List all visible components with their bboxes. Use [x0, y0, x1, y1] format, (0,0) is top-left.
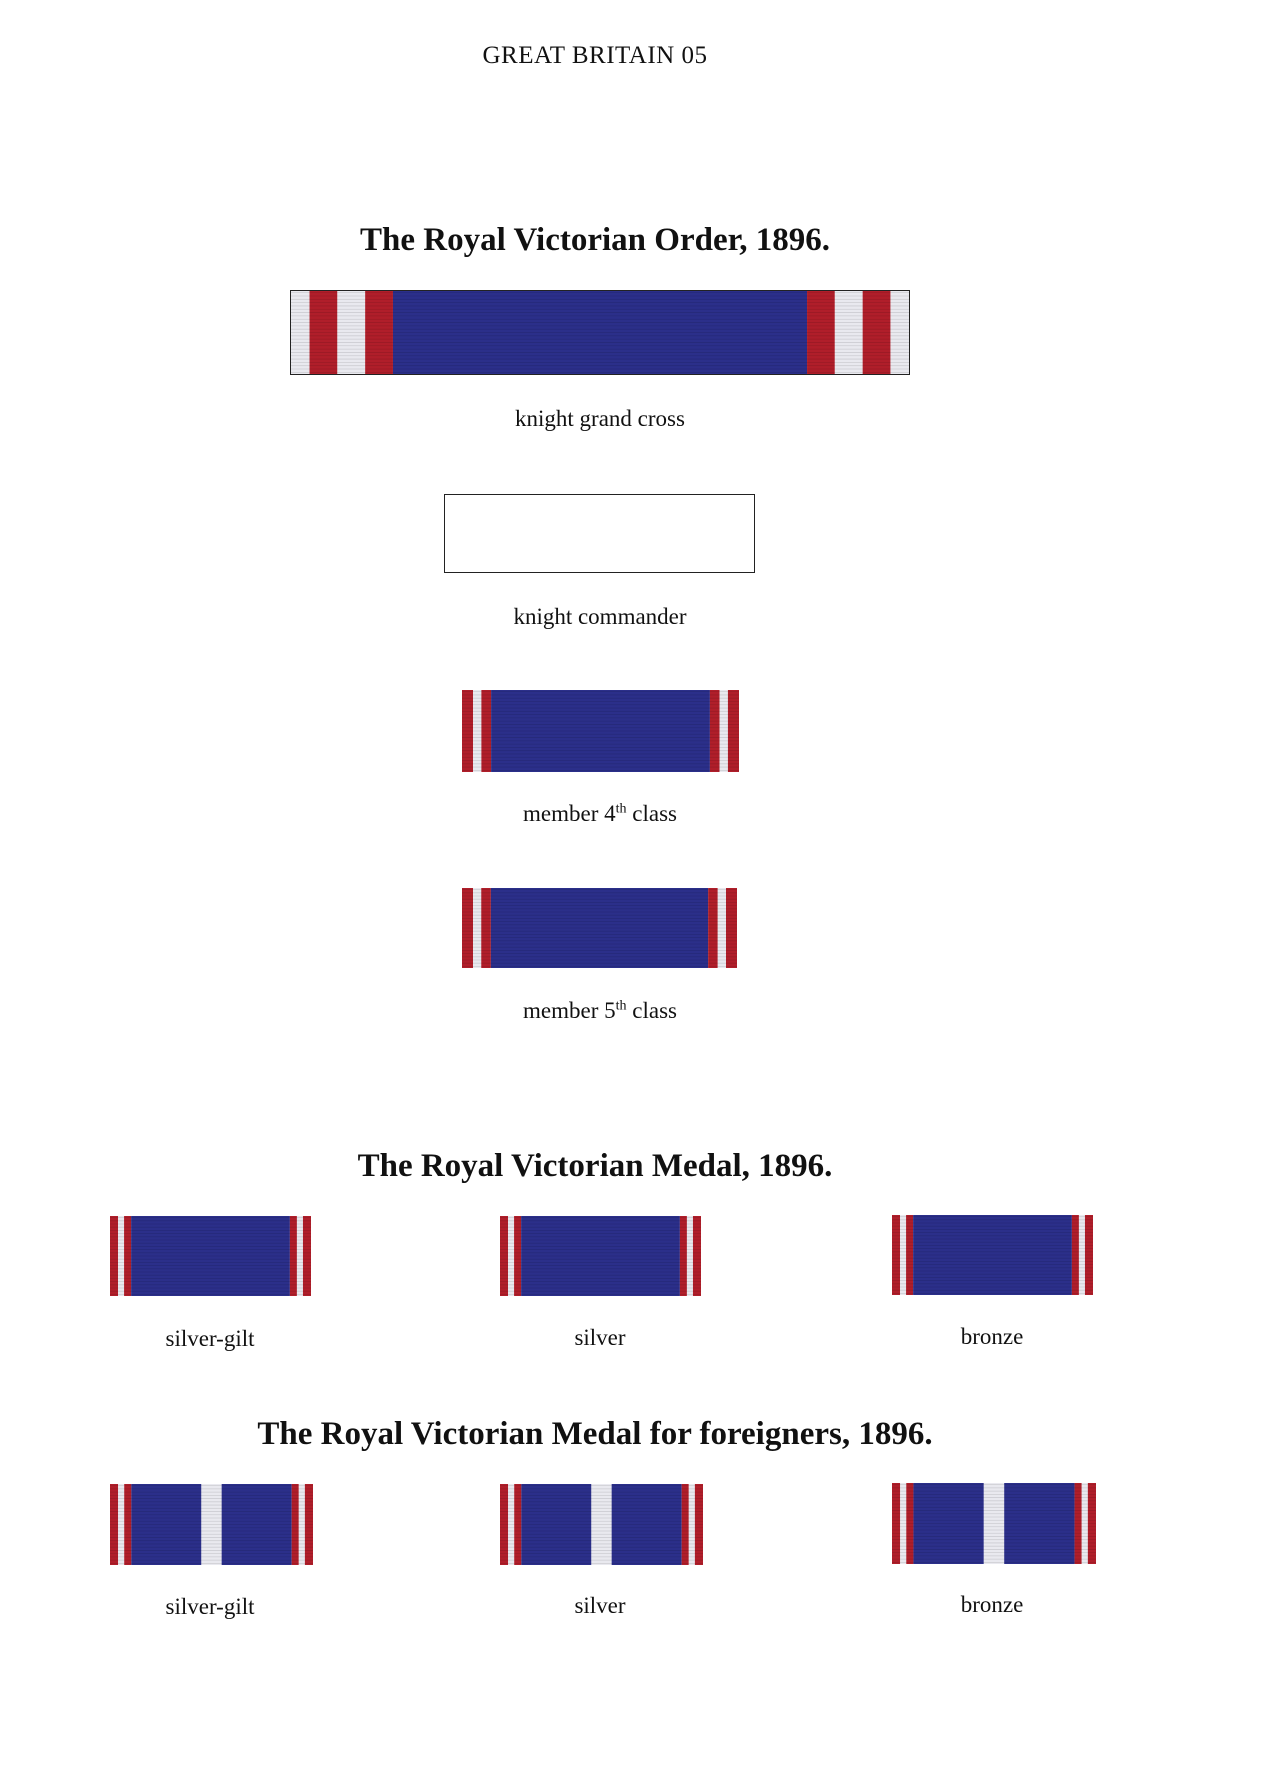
ribbon-member-4th-class — [462, 690, 739, 772]
caption-medal-bronze: bronze — [960, 1324, 1024, 1349]
ribbon-foreign-silver-gilt-graphic — [110, 1484, 313, 1565]
section-title-order: The Royal Victorian Order, 1896. — [360, 222, 830, 258]
ribbon-foreign-silver-graphic — [500, 1484, 703, 1565]
caption-member-4th-text: member 4 — [523, 801, 616, 826]
ribbon-medal-silver — [500, 1216, 701, 1296]
ribbon-knight-grand-cross — [290, 290, 910, 375]
caption-foreign-silver-gilt: silver-gilt — [165, 1594, 255, 1619]
caption-knight-grand-cross: knight grand cross — [515, 406, 685, 431]
caption-knight-commander: knight commander — [513, 604, 687, 629]
page-header: GREAT BRITAIN 05 — [482, 42, 708, 69]
ribbon-medal-silver-gilt-graphic — [110, 1216, 311, 1296]
caption-member-5th-class-word: class — [626, 998, 677, 1023]
section-title-foreign: The Royal Victorian Medal for foreigners, 1896. — [257, 1416, 933, 1452]
caption-member-4th-class — [400, 801, 800, 827]
ribbon-medal-silver-graphic — [500, 1216, 701, 1296]
ribbon-medal-bronze — [892, 1215, 1093, 1295]
ribbon-knight-commander-placeholder — [444, 494, 755, 573]
caption-foreign-silver: silver — [574, 1593, 626, 1618]
caption-member-5th-sup: th — [615, 998, 627, 1014]
ribbon-foreign-silver — [500, 1484, 703, 1565]
ribbon-member-4th-class-graphic — [462, 690, 739, 772]
ribbon-medal-bronze-graphic — [892, 1215, 1093, 1295]
ribbon-foreign-bronze-graphic — [892, 1483, 1096, 1564]
caption-medal-silver: silver — [574, 1325, 626, 1350]
caption-member-4th-sup: th — [615, 801, 627, 817]
ribbon-member-5th-class — [462, 888, 737, 968]
ribbon-member-5th-class-graphic — [462, 888, 737, 968]
ribbon-foreign-silver-gilt — [110, 1484, 313, 1565]
ribbon-medal-silver-gilt — [110, 1216, 311, 1296]
ribbon-foreign-bronze — [892, 1483, 1096, 1564]
caption-member-5th-text: member 5 — [523, 998, 616, 1023]
caption-member-5th-class — [400, 998, 800, 1024]
caption-member-4th-class-word: class — [626, 801, 677, 826]
ribbon-knight-grand-cross-graphic — [291, 291, 909, 374]
section-title-medal: The Royal Victorian Medal, 1896. — [357, 1148, 833, 1184]
caption-foreign-bronze: bronze — [960, 1592, 1024, 1617]
caption-medal-silver-gilt: silver-gilt — [165, 1326, 255, 1351]
